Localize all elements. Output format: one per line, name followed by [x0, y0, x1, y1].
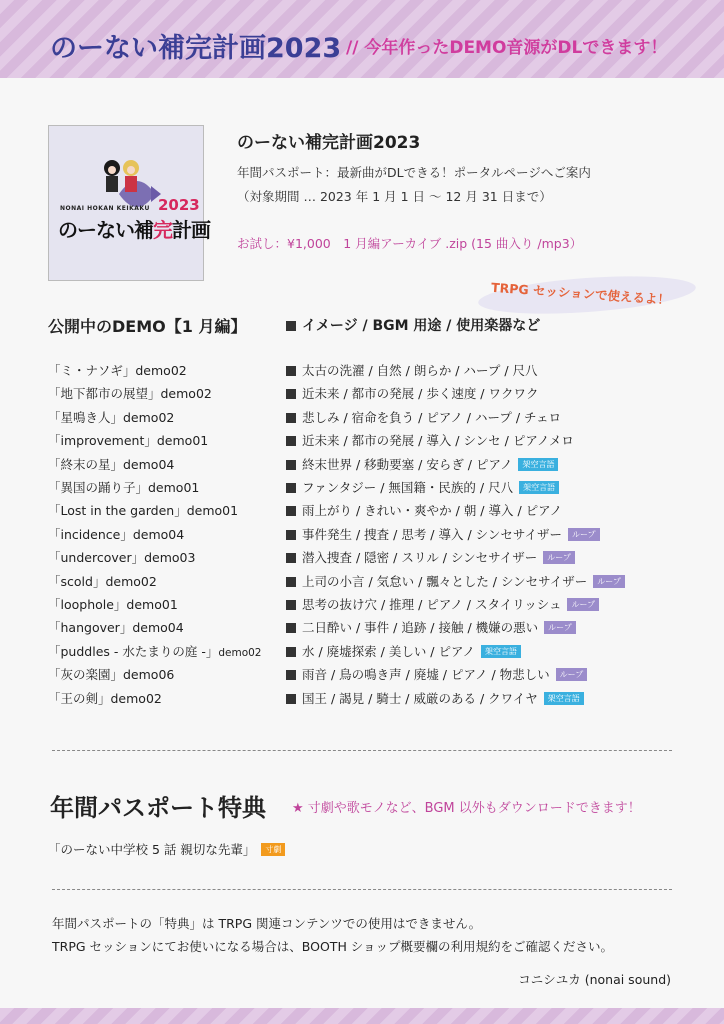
bonus-item-tag: 寸劇	[261, 843, 285, 856]
track-description-text: 終末世界 / 移動要塞 / 安らぎ / ピアノ	[302, 456, 513, 472]
track-description	[286, 525, 600, 543]
credit: コニシユカ (nonai sound)	[518, 972, 671, 987]
track-title: 「異国の踊り子」demo01	[48, 480, 200, 495]
track-row	[0, 478, 724, 501]
bonus-title: 年間パスポート特典	[50, 794, 266, 822]
track-description-text: 潜入捜査 / 隠密 / スリル / シンセサイザー	[302, 550, 538, 566]
track-title: 「王の剣」demo02	[48, 690, 162, 706]
header-subtitle: // 今年作ったDEMO音源がDLできます！	[346, 38, 668, 58]
track-tag: 架空言語	[518, 458, 558, 471]
track-name	[48, 478, 199, 496]
track-version: demo02	[218, 646, 262, 659]
track-tag: ループ	[556, 668, 588, 681]
track-description	[286, 689, 584, 707]
track-name	[48, 595, 178, 613]
track-title: 「ミ・ナソギ」demo02	[48, 363, 187, 378]
square-bullet-icon	[286, 623, 296, 633]
track-row	[0, 501, 724, 524]
track-description	[286, 642, 521, 660]
callout-text: TRPG セッションで使えるよ！	[490, 279, 671, 308]
bonus-item-title: 「のーない中学校 5 話 親切な先輩」	[48, 842, 256, 857]
track-description	[286, 595, 599, 613]
track-description-text: 思考の抜け穴 / 推理 / ピアノ / スタイリッシュ	[302, 597, 562, 612]
album-cover	[48, 125, 210, 281]
square-bullet-icon	[286, 483, 296, 493]
footer-note-1: 年間パスポートの「特典」は TRPG 関連コンテンツでの使用はできません。	[52, 916, 482, 931]
product-period: （対象期間 … 2023 年 1 月 1 日 〜 12 月 31 日まで）	[237, 189, 552, 204]
bonus-item	[48, 840, 285, 858]
track-tag: ループ	[543, 551, 575, 564]
square-bullet-icon	[286, 553, 296, 563]
track-title: 「loophole」demo01	[48, 597, 178, 612]
track-description	[286, 572, 625, 590]
track-row	[0, 525, 724, 548]
track-title: 「undercover」demo03	[48, 550, 196, 566]
track-description-text: 悲しみ / 宿命を負う / ピアノ / ハープ / チェロ	[302, 409, 562, 425]
track-title: 「scold」demo02	[48, 573, 157, 589]
square-bullet-icon	[286, 600, 296, 610]
track-row	[0, 572, 724, 595]
square-bullet-icon	[286, 506, 296, 516]
track-row	[0, 689, 724, 712]
track-name	[48, 408, 174, 426]
square-bullet-icon	[286, 647, 296, 657]
track-description-text: 近未来 / 都市の発展 / 歩く速度 / ワクワク	[302, 386, 539, 402]
track-description	[286, 548, 575, 566]
demo-column-heading	[286, 315, 540, 335]
track-tag: 架空言語	[481, 645, 521, 658]
square-bullet-icon	[286, 389, 296, 399]
track-row	[0, 361, 724, 384]
track-description-text: 太古の洗濯 / 自然 / 朗らか / ハープ / 尺八	[302, 363, 538, 378]
track-description	[286, 408, 561, 426]
demo-column-heading-text: イメージ / BGM 用途 / 使用楽器など	[302, 318, 541, 334]
cover-title-part-c: 計画	[172, 218, 210, 242]
square-bullet-icon	[286, 530, 296, 540]
track-description	[286, 665, 587, 683]
track-row	[0, 408, 724, 431]
track-name	[48, 548, 195, 566]
track-row	[0, 455, 724, 478]
product-description: 年間パスポート：最新曲がDLできる！ポータルページへご案内	[237, 165, 591, 180]
track-row	[0, 642, 724, 665]
track-name	[48, 665, 174, 683]
track-name	[48, 361, 187, 379]
track-title: 「puddles - 水たまりの庭 -」	[48, 643, 219, 659]
track-description	[286, 501, 562, 519]
square-bullet-icon	[286, 436, 296, 446]
square-bullet-icon	[286, 460, 296, 470]
track-title: 「星鳴き人」demo02	[48, 409, 175, 425]
track-description	[286, 455, 558, 473]
track-title: 「地下都市の展望」demo02	[48, 386, 212, 402]
track-row	[0, 618, 724, 641]
square-bullet-icon	[286, 577, 296, 587]
cover-romaji: NONAI HOKAN KEIKAKU	[60, 205, 150, 212]
square-bullet-icon	[286, 694, 296, 704]
track-name	[48, 618, 184, 636]
square-bullet-icon	[286, 670, 296, 680]
track-tag: ループ	[544, 621, 576, 634]
track-name	[48, 689, 162, 707]
track-name	[48, 525, 184, 543]
track-row	[0, 431, 724, 454]
divider	[52, 750, 672, 751]
demo-section-heading: 公開中のDEMO【1 月編】	[48, 317, 247, 336]
track-name	[48, 384, 212, 402]
product-title: のーない補完計画2023	[237, 133, 421, 153]
track-description-text: 近未来 / 都市の発展 / 導入 / シンセ / ピアノメロ	[302, 433, 574, 449]
square-bullet-icon	[286, 321, 296, 331]
track-name	[48, 501, 238, 519]
track-title: 「hangover」demo04	[48, 620, 184, 636]
track-tag: ループ	[593, 575, 625, 588]
track-description	[286, 478, 559, 496]
track-row	[0, 595, 724, 618]
track-description-text: 雨上がり / きれい・爽やか / 朝 / 導入 / ピアノ	[302, 503, 563, 519]
track-description	[286, 431, 574, 449]
track-description-text: 事件発生 / 捜査 / 思考 / 導入 / シンセサイザー	[302, 526, 562, 542]
bonus-note: ★ 寸劇や歌モノなど、BGM 以外もダウンロードできます！	[292, 801, 641, 816]
track-description-text: 水 / 廃墟探索 / 美しい / ピアノ	[302, 643, 475, 659]
track-description	[286, 384, 538, 402]
track-tag: ループ	[568, 528, 600, 541]
track-tag: 架空言語	[544, 692, 584, 705]
track-tag: 架空言語	[519, 481, 559, 494]
product-trial: お試し：¥1,000 1 月編アーカイブ .zip (15 曲入り /mp3）	[237, 236, 583, 251]
track-description-text: 二日酔い / 事件 / 追跡 / 接触 / 機嫌の悪い	[302, 620, 539, 636]
divider	[52, 889, 672, 890]
track-name	[48, 455, 174, 473]
track-name	[48, 642, 261, 660]
cover-title	[58, 214, 210, 243]
track-title: 「incidence」demo04	[48, 526, 185, 542]
cover-title-part-a: のーない補	[58, 218, 153, 242]
cover-title-part-b: 完	[153, 218, 172, 242]
cover-year: 2023	[158, 196, 200, 214]
track-description-text: 上司の小言 / 気怠い / 飄々とした / シンセサイザー	[302, 573, 588, 589]
square-bullet-icon	[286, 413, 296, 423]
track-row	[0, 665, 724, 688]
track-description	[286, 618, 576, 636]
track-title: 「improvement」demo01	[48, 433, 209, 449]
square-bullet-icon	[286, 366, 296, 376]
track-description-text: ファンタジー / 無国籍・民族的 / 尺八	[302, 480, 514, 495]
track-row	[0, 384, 724, 407]
footer-note-2: TRPG セッションにてお使いになる場合は、BOOTH ショップ概要欄の利用規約をご確認ください。	[52, 939, 614, 954]
track-tag: ループ	[567, 598, 599, 611]
track-name	[48, 572, 157, 590]
header-title: のーない補完計画2023	[50, 33, 342, 64]
track-description-text: 雨音 / 鳥の鳴き声 / 廃墟 / ピアノ / 物悲しい	[302, 667, 550, 683]
track-name	[48, 431, 208, 449]
track-title: 「灰の楽園」demo06	[48, 667, 175, 683]
track-row	[0, 548, 724, 571]
track-description-text: 国王 / 謁見 / 騎士 / 威厳のある / クワイヤ	[302, 690, 538, 706]
track-title: 「Lost in the garden」demo01	[48, 503, 239, 519]
track-title: 「終末の星」demo04	[48, 456, 175, 472]
track-description	[286, 361, 538, 379]
footer-band	[0, 1008, 724, 1024]
